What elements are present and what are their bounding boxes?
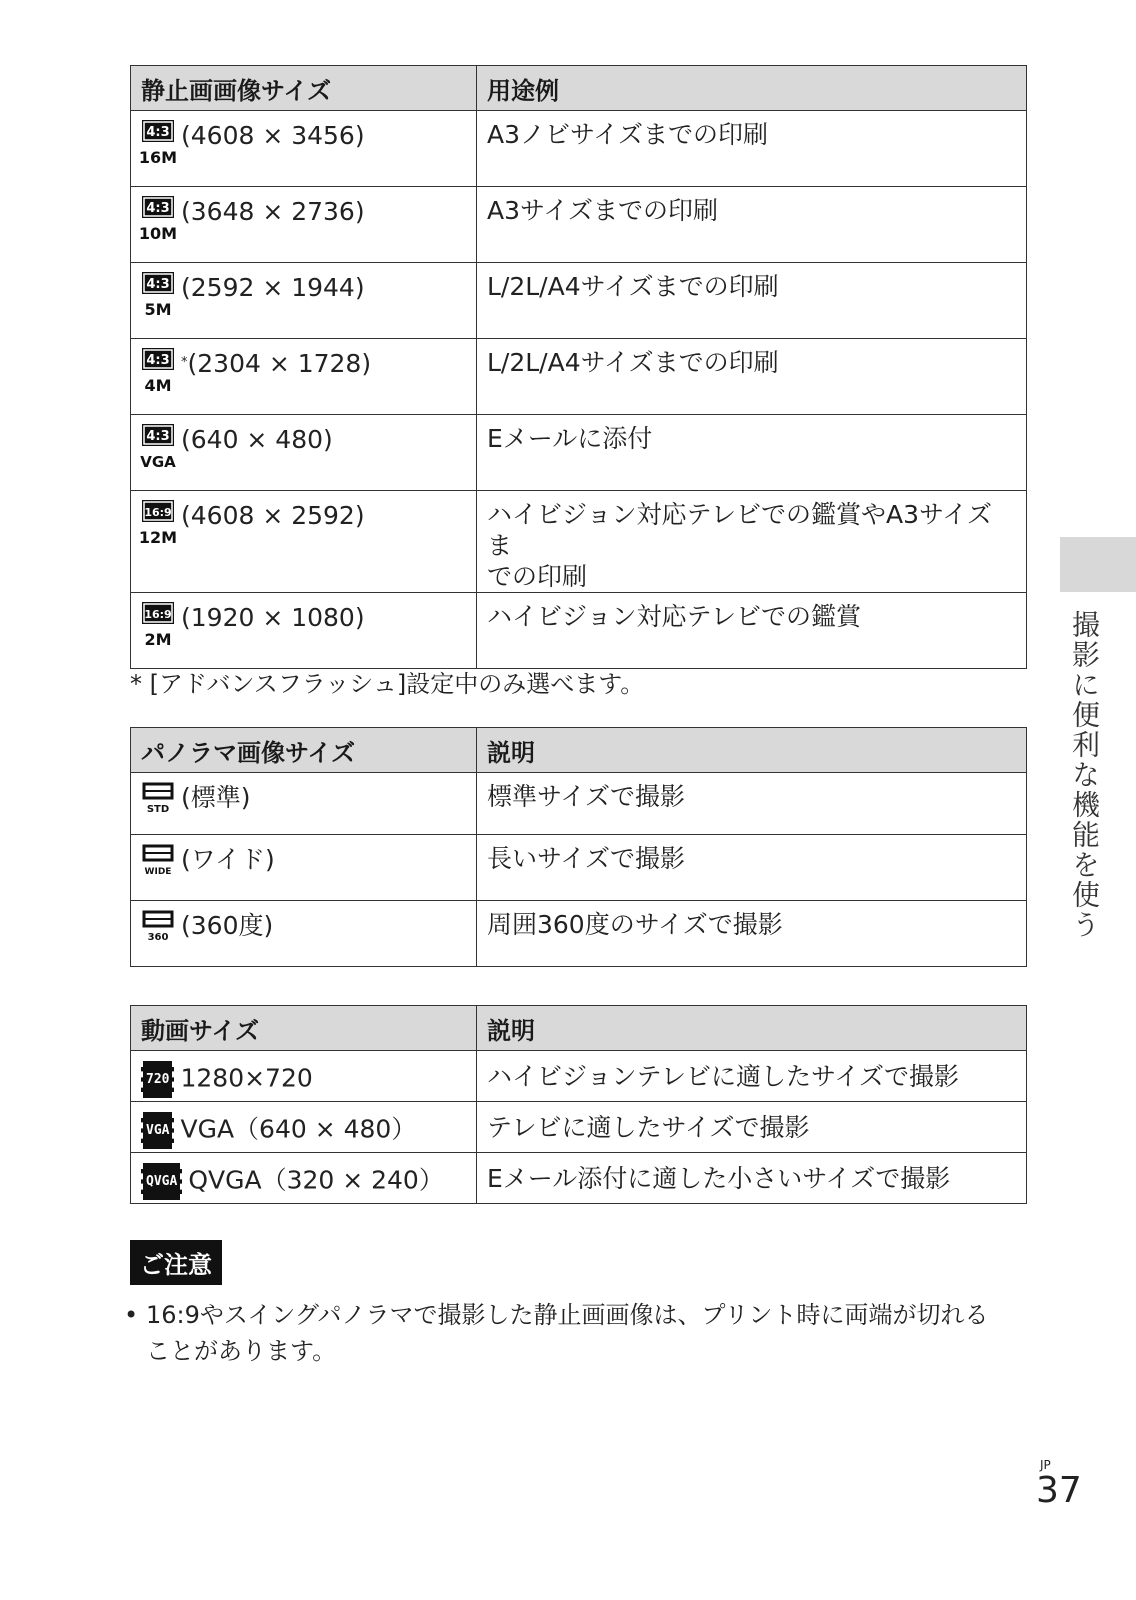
image-size-4m-icon: [141, 347, 175, 395]
table-row: WIDE (ワイド) 長いサイズで撮影: [131, 835, 1027, 901]
image-size-2m-icon: [141, 601, 175, 649]
footnote-marker: *: [181, 355, 188, 370]
svg-text:4M: 4M: [144, 376, 172, 395]
table-row: 4:3 VGA (640 × 480) Eメールに添付: [131, 415, 1027, 491]
caution-bullet: • 16:9やスイングパノラマで撮影した静止画画像は、プリント時に両端が切れる ことがあります。: [124, 1297, 1024, 1369]
movie-vga-icon: VGA: [141, 1112, 174, 1149]
table-row: 4:3 5M (2592 × 1944) L/2L/A4サイズまでの印刷: [131, 263, 1027, 339]
table-row: 4:3 4M *(2304 × 1728) L/2L/A4サイズまでの印刷: [131, 339, 1027, 415]
page-lang: JP: [1040, 1458, 1051, 1472]
svg-text:16:9: 16:9: [144, 608, 172, 621]
table-row: 360 (360度) 周囲360度のサイズで撮影: [131, 901, 1027, 967]
footnote: * [アドバンスフラッシュ]設定中のみ選べます。: [130, 670, 645, 698]
pano-desc-header: 説明: [477, 728, 1027, 773]
panorama-std-icon: [141, 781, 175, 815]
table-row: 4:3 16M (4608 × 3456) A3ノビサイズまでの印刷: [131, 111, 1027, 187]
movie-size-header: 動画サイズ: [131, 1006, 477, 1051]
svg-text:VGA: VGA: [140, 453, 176, 471]
still-image-size-table: [130, 65, 1027, 669]
still-use-header: 用途例: [477, 66, 1027, 111]
svg-text:STD: STD: [146, 804, 170, 815]
bullet-icon: •: [124, 1301, 139, 1329]
table-row: 4:3 10M (3648 × 2736) A3サイズまでの印刷: [131, 187, 1027, 263]
table-row: 16:9 2M (1920 × 1080) ハイビジョン対応テレビでの鑑賞: [131, 593, 1027, 669]
movie-size-table: [130, 1005, 1027, 1204]
panorama-360-icon: [141, 909, 175, 943]
svg-text:4:3: 4:3: [146, 277, 170, 292]
svg-text:360: 360: [147, 932, 169, 943]
svg-text:4:3: 4:3: [146, 201, 170, 216]
table-row: QVGA QVGA（320 × 240） Eメール添付に適した小さいサイズで撮影: [131, 1153, 1027, 1204]
svg-text:5M: 5M: [144, 300, 172, 319]
pano-size-header: パノラマ画像サイズ: [131, 728, 477, 773]
svg-text:2M: 2M: [144, 630, 172, 649]
still-size-header: 静止画画像サイズ: [131, 66, 477, 111]
image-size-16m-icon: [138, 119, 178, 167]
chapter-tab: [1060, 537, 1136, 592]
panorama-wide-icon: [141, 843, 175, 877]
svg-text:4:3: 4:3: [146, 353, 170, 368]
image-size-vga-icon: [141, 423, 175, 471]
chapter-label: 撮影に便利な機能を使う: [1068, 610, 1101, 940]
svg-text:WIDE: WIDE: [144, 867, 172, 877]
svg-text:4:3: 4:3: [146, 125, 170, 140]
movie-qvga-icon: QVGA: [141, 1163, 182, 1200]
svg-text:12M: 12M: [138, 528, 178, 547]
image-size-5m-icon: [141, 271, 175, 319]
svg-text:10M: 10M: [138, 224, 178, 243]
movie-720-icon: 720: [141, 1061, 174, 1098]
table-row: 720 1280×720 ハイビジョンテレビに適したサイズで撮影: [131, 1051, 1027, 1102]
image-size-10m-icon: [138, 195, 178, 243]
table-row: STD (標準) 標準サイズで撮影: [131, 773, 1027, 835]
svg-text:4:3: 4:3: [146, 429, 170, 444]
panorama-size-table: [130, 727, 1027, 967]
page-number: 37: [1036, 1470, 1082, 1511]
svg-text:16M: 16M: [138, 148, 178, 167]
table-row: 16:9 12M (4608 × 2592) ハイビジョン対応テレビでの鑑賞やA3サイズま での印刷: [131, 491, 1027, 593]
caution-heading: ご注意: [130, 1240, 222, 1285]
table-row: VGA VGA（640 × 480） テレビに適したサイズで撮影: [131, 1102, 1027, 1153]
image-size-12m-icon: [138, 499, 178, 547]
svg-text:16:9: 16:9: [144, 506, 172, 519]
movie-desc-header: 説明: [477, 1006, 1027, 1051]
